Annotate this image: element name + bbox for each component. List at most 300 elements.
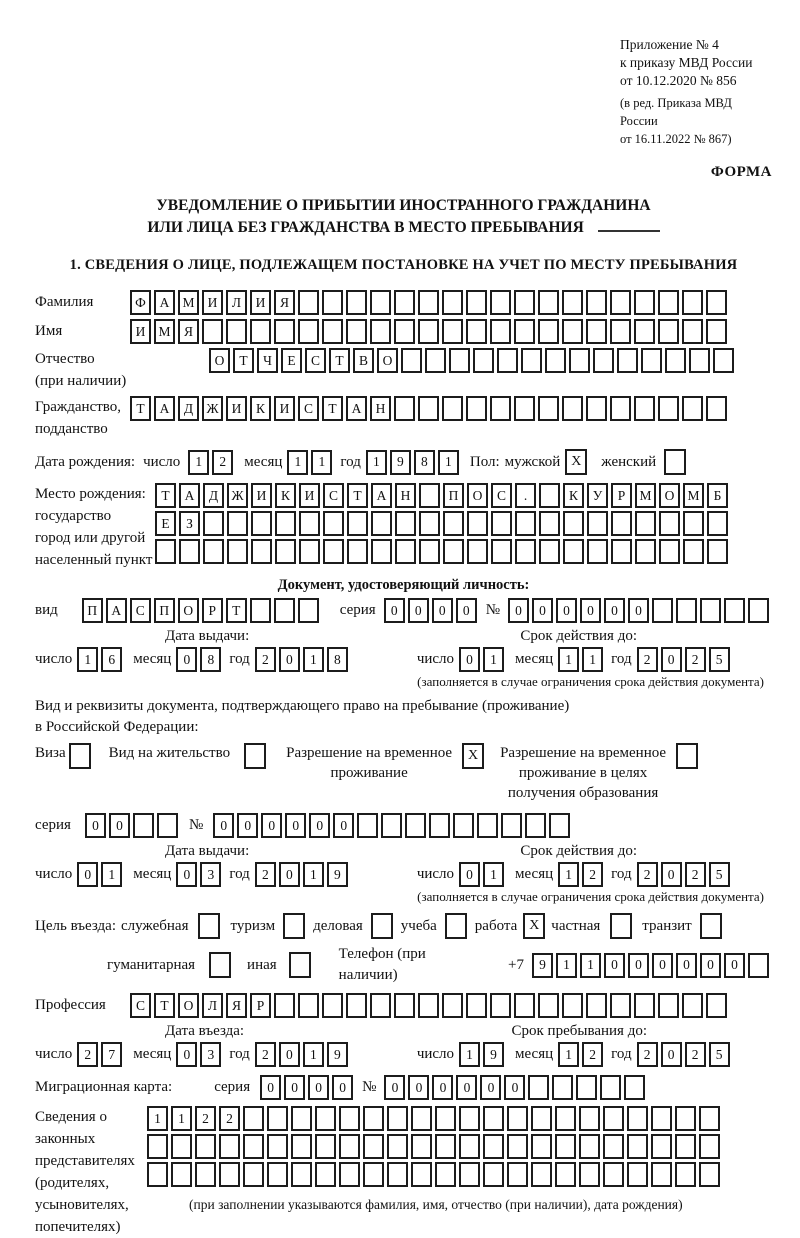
char-cell[interactable] xyxy=(617,348,638,373)
char-cell[interactable]: М xyxy=(635,483,656,508)
char-cell[interactable] xyxy=(411,1134,432,1159)
char-cell[interactable]: 0 xyxy=(408,598,429,623)
char-cell[interactable] xyxy=(267,1106,288,1131)
char-cell[interactable]: 1 xyxy=(171,1106,192,1131)
char-cell[interactable] xyxy=(291,1162,312,1187)
char-cell[interactable]: 5 xyxy=(709,862,730,887)
char-cell[interactable] xyxy=(315,1162,336,1187)
char-cell[interactable]: Р xyxy=(250,993,271,1018)
char-cell[interactable] xyxy=(381,813,402,838)
char-cell[interactable]: А xyxy=(154,396,175,421)
char-cell[interactable]: 0 xyxy=(532,598,553,623)
char-cell[interactable]: Д xyxy=(178,396,199,421)
char-cell[interactable]: 2 xyxy=(582,862,603,887)
char-cell[interactable] xyxy=(243,1162,264,1187)
char-cell[interactable] xyxy=(370,319,391,344)
char-cell[interactable] xyxy=(466,290,487,315)
char-cell[interactable] xyxy=(442,290,463,315)
char-cell[interactable]: А xyxy=(179,483,200,508)
char-cell[interactable]: У xyxy=(587,483,608,508)
char-cell[interactable] xyxy=(227,539,248,564)
char-cell[interactable] xyxy=(339,1134,360,1159)
char-cell[interactable] xyxy=(347,511,368,536)
char-cell[interactable] xyxy=(394,290,415,315)
char-cell[interactable]: 0 xyxy=(333,813,354,838)
char-cell[interactable] xyxy=(371,539,392,564)
char-cell[interactable] xyxy=(624,1075,645,1100)
char-cell[interactable] xyxy=(442,993,463,1018)
char-cell[interactable] xyxy=(298,993,319,1018)
char-cell[interactable]: Н xyxy=(395,483,416,508)
char-cell[interactable] xyxy=(538,319,559,344)
work-checkbox[interactable]: X xyxy=(523,913,545,939)
char-cell[interactable]: 0 xyxy=(408,1075,429,1100)
char-cell[interactable] xyxy=(370,993,391,1018)
char-cell[interactable]: С xyxy=(130,993,151,1018)
char-cell[interactable]: 0 xyxy=(284,1075,305,1100)
char-cell[interactable] xyxy=(357,813,378,838)
char-cell[interactable]: 2 xyxy=(637,647,658,672)
char-cell[interactable] xyxy=(675,1162,696,1187)
char-cell[interactable]: 0 xyxy=(628,598,649,623)
char-cell[interactable] xyxy=(251,511,272,536)
char-cell[interactable] xyxy=(514,396,535,421)
char-cell[interactable]: 2 xyxy=(255,647,276,672)
char-cell[interactable] xyxy=(459,1106,480,1131)
char-cell[interactable]: З xyxy=(179,511,200,536)
char-cell[interactable]: 1 xyxy=(147,1106,168,1131)
char-cell[interactable]: 0 xyxy=(459,862,480,887)
char-cell[interactable] xyxy=(171,1134,192,1159)
char-cell[interactable] xyxy=(683,511,704,536)
char-cell[interactable] xyxy=(418,290,439,315)
male-checkbox[interactable]: X xyxy=(565,449,587,475)
char-cell[interactable] xyxy=(699,1162,720,1187)
char-cell[interactable]: О xyxy=(178,993,199,1018)
char-cell[interactable] xyxy=(467,539,488,564)
char-cell[interactable]: М xyxy=(178,290,199,315)
char-cell[interactable] xyxy=(531,1162,552,1187)
char-cell[interactable]: 2 xyxy=(637,1042,658,1067)
char-cell[interactable]: 0 xyxy=(604,953,625,978)
char-cell[interactable]: С xyxy=(130,598,151,623)
char-cell[interactable] xyxy=(491,539,512,564)
char-cell[interactable]: 1 xyxy=(580,953,601,978)
char-cell[interactable] xyxy=(700,598,721,623)
char-cell[interactable] xyxy=(203,539,224,564)
char-cell[interactable]: И xyxy=(250,290,271,315)
char-cell[interactable] xyxy=(419,483,440,508)
char-cell[interactable] xyxy=(195,1134,216,1159)
char-cell[interactable] xyxy=(627,1162,648,1187)
char-cell[interactable] xyxy=(634,396,655,421)
study-checkbox[interactable] xyxy=(445,913,467,939)
char-cell[interactable] xyxy=(600,1075,621,1100)
char-cell[interactable] xyxy=(515,539,536,564)
char-cell[interactable] xyxy=(202,319,223,344)
char-cell[interactable]: С xyxy=(323,483,344,508)
char-cell[interactable]: 0 xyxy=(432,1075,453,1100)
char-cell[interactable] xyxy=(267,1162,288,1187)
char-cell[interactable]: 0 xyxy=(459,647,480,672)
visa-checkbox[interactable] xyxy=(69,743,91,769)
char-cell[interactable] xyxy=(442,319,463,344)
char-cell[interactable] xyxy=(562,319,583,344)
char-cell[interactable] xyxy=(291,1134,312,1159)
char-cell[interactable]: Т xyxy=(233,348,254,373)
char-cell[interactable] xyxy=(394,993,415,1018)
char-cell[interactable]: 2 xyxy=(685,862,706,887)
char-cell[interactable] xyxy=(219,1134,240,1159)
char-cell[interactable]: 2 xyxy=(255,1042,276,1067)
char-cell[interactable]: Л xyxy=(226,290,247,315)
char-cell[interactable] xyxy=(576,1075,597,1100)
char-cell[interactable]: 0 xyxy=(652,953,673,978)
char-cell[interactable]: 1 xyxy=(188,450,209,475)
char-cell[interactable]: 0 xyxy=(309,813,330,838)
char-cell[interactable] xyxy=(346,290,367,315)
char-cell[interactable]: 8 xyxy=(327,647,348,672)
char-cell[interactable]: Т xyxy=(130,396,151,421)
char-cell[interactable] xyxy=(483,1106,504,1131)
char-cell[interactable] xyxy=(501,813,522,838)
char-cell[interactable]: 1 xyxy=(287,450,308,475)
char-cell[interactable]: 0 xyxy=(176,1042,197,1067)
char-cell[interactable] xyxy=(521,348,542,373)
tourism-checkbox[interactable] xyxy=(283,913,305,939)
char-cell[interactable] xyxy=(539,511,560,536)
char-cell[interactable] xyxy=(610,396,631,421)
char-cell[interactable] xyxy=(525,813,546,838)
char-cell[interactable]: 0 xyxy=(676,953,697,978)
female-checkbox[interactable] xyxy=(664,449,686,475)
char-cell[interactable] xyxy=(627,1106,648,1131)
char-cell[interactable]: 0 xyxy=(456,1075,477,1100)
char-cell[interactable] xyxy=(549,813,570,838)
char-cell[interactable] xyxy=(490,319,511,344)
char-cell[interactable] xyxy=(395,511,416,536)
char-cell[interactable]: 0 xyxy=(332,1075,353,1100)
char-cell[interactable]: 0 xyxy=(261,813,282,838)
char-cell[interactable] xyxy=(538,290,559,315)
char-cell[interactable] xyxy=(562,290,583,315)
char-cell[interactable] xyxy=(634,319,655,344)
char-cell[interactable] xyxy=(227,511,248,536)
char-cell[interactable] xyxy=(323,539,344,564)
char-cell[interactable] xyxy=(442,396,463,421)
char-cell[interactable]: 0 xyxy=(580,598,601,623)
char-cell[interactable] xyxy=(748,598,769,623)
char-cell[interactable] xyxy=(707,511,728,536)
char-cell[interactable]: 2 xyxy=(255,862,276,887)
char-cell[interactable]: 0 xyxy=(237,813,258,838)
char-cell[interactable]: Н xyxy=(370,396,391,421)
char-cell[interactable] xyxy=(477,813,498,838)
char-cell[interactable] xyxy=(459,1134,480,1159)
char-cell[interactable] xyxy=(322,290,343,315)
char-cell[interactable]: Е xyxy=(155,511,176,536)
business-checkbox[interactable] xyxy=(371,913,393,939)
char-cell[interactable]: Р xyxy=(202,598,223,623)
char-cell[interactable]: 0 xyxy=(109,813,130,838)
char-cell[interactable]: 1 xyxy=(556,953,577,978)
char-cell[interactable] xyxy=(435,1106,456,1131)
char-cell[interactable]: 0 xyxy=(724,953,745,978)
char-cell[interactable] xyxy=(675,1106,696,1131)
char-cell[interactable] xyxy=(552,1075,573,1100)
char-cell[interactable] xyxy=(514,993,535,1018)
char-cell[interactable] xyxy=(275,539,296,564)
char-cell[interactable]: 9 xyxy=(327,862,348,887)
char-cell[interactable]: 6 xyxy=(101,647,122,672)
char-cell[interactable]: 1 xyxy=(558,862,579,887)
char-cell[interactable] xyxy=(394,319,415,344)
char-cell[interactable] xyxy=(459,1162,480,1187)
char-cell[interactable]: 9 xyxy=(390,450,411,475)
char-cell[interactable] xyxy=(363,1106,384,1131)
char-cell[interactable] xyxy=(299,511,320,536)
char-cell[interactable]: 1 xyxy=(303,862,324,887)
char-cell[interactable] xyxy=(538,396,559,421)
char-cell[interactable] xyxy=(453,813,474,838)
char-cell[interactable] xyxy=(418,993,439,1018)
char-cell[interactable] xyxy=(299,539,320,564)
char-cell[interactable] xyxy=(497,348,518,373)
char-cell[interactable] xyxy=(724,598,745,623)
char-cell[interactable]: С xyxy=(491,483,512,508)
char-cell[interactable]: О xyxy=(178,598,199,623)
char-cell[interactable] xyxy=(298,290,319,315)
transit-checkbox[interactable] xyxy=(700,913,722,939)
char-cell[interactable] xyxy=(563,511,584,536)
char-cell[interactable] xyxy=(274,993,295,1018)
char-cell[interactable]: Т xyxy=(329,348,350,373)
char-cell[interactable]: 0 xyxy=(279,862,300,887)
char-cell[interactable] xyxy=(514,290,535,315)
char-cell[interactable] xyxy=(713,348,734,373)
char-cell[interactable] xyxy=(251,539,272,564)
char-cell[interactable] xyxy=(689,348,710,373)
char-cell[interactable]: 0 xyxy=(279,647,300,672)
private-checkbox[interactable] xyxy=(610,913,632,939)
char-cell[interactable] xyxy=(683,539,704,564)
char-cell[interactable]: О xyxy=(209,348,230,373)
char-cell[interactable] xyxy=(483,1134,504,1159)
char-cell[interactable]: И xyxy=(226,396,247,421)
char-cell[interactable] xyxy=(586,396,607,421)
char-cell[interactable] xyxy=(466,993,487,1018)
char-cell[interactable] xyxy=(651,1106,672,1131)
char-cell[interactable] xyxy=(411,1162,432,1187)
char-cell[interactable] xyxy=(514,319,535,344)
char-cell[interactable] xyxy=(339,1162,360,1187)
char-cell[interactable]: 0 xyxy=(604,598,625,623)
char-cell[interactable]: 0 xyxy=(456,598,477,623)
char-cell[interactable] xyxy=(435,1134,456,1159)
char-cell[interactable] xyxy=(627,1134,648,1159)
char-cell[interactable] xyxy=(569,348,590,373)
char-cell[interactable]: В xyxy=(353,348,374,373)
char-cell[interactable] xyxy=(539,483,560,508)
char-cell[interactable]: 0 xyxy=(384,1075,405,1100)
char-cell[interactable] xyxy=(370,290,391,315)
char-cell[interactable]: С xyxy=(298,396,319,421)
char-cell[interactable] xyxy=(682,319,703,344)
char-cell[interactable] xyxy=(363,1134,384,1159)
char-cell[interactable] xyxy=(586,993,607,1018)
char-cell[interactable]: 0 xyxy=(556,598,577,623)
char-cell[interactable] xyxy=(651,1162,672,1187)
char-cell[interactable]: 0 xyxy=(661,1042,682,1067)
char-cell[interactable]: П xyxy=(443,483,464,508)
char-cell[interactable] xyxy=(658,396,679,421)
char-cell[interactable] xyxy=(291,1106,312,1131)
char-cell[interactable]: Ж xyxy=(202,396,223,421)
char-cell[interactable]: 8 xyxy=(414,450,435,475)
char-cell[interactable] xyxy=(226,319,247,344)
char-cell[interactable] xyxy=(675,1134,696,1159)
char-cell[interactable] xyxy=(658,290,679,315)
char-cell[interactable] xyxy=(707,539,728,564)
char-cell[interactable]: Т xyxy=(226,598,247,623)
char-cell[interactable] xyxy=(507,1162,528,1187)
char-cell[interactable] xyxy=(555,1162,576,1187)
char-cell[interactable]: 1 xyxy=(483,862,504,887)
char-cell[interactable] xyxy=(706,290,727,315)
char-cell[interactable]: А xyxy=(371,483,392,508)
char-cell[interactable]: 1 xyxy=(459,1042,480,1067)
char-cell[interactable] xyxy=(682,396,703,421)
char-cell[interactable] xyxy=(466,396,487,421)
char-cell[interactable]: 3 xyxy=(200,1042,221,1067)
char-cell[interactable]: 1 xyxy=(311,450,332,475)
char-cell[interactable] xyxy=(652,598,673,623)
char-cell[interactable] xyxy=(610,319,631,344)
char-cell[interactable] xyxy=(587,539,608,564)
char-cell[interactable] xyxy=(665,348,686,373)
char-cell[interactable]: 1 xyxy=(438,450,459,475)
char-cell[interactable] xyxy=(603,1162,624,1187)
char-cell[interactable]: 3 xyxy=(200,862,221,887)
char-cell[interactable] xyxy=(195,1162,216,1187)
char-cell[interactable] xyxy=(250,598,271,623)
char-cell[interactable]: 1 xyxy=(77,647,98,672)
char-cell[interactable]: И xyxy=(251,483,272,508)
char-cell[interactable] xyxy=(323,511,344,536)
char-cell[interactable] xyxy=(586,319,607,344)
char-cell[interactable]: Я xyxy=(178,319,199,344)
char-cell[interactable]: 0 xyxy=(279,1042,300,1067)
char-cell[interactable]: 2 xyxy=(212,450,233,475)
char-cell[interactable]: 1 xyxy=(558,1042,579,1067)
char-cell[interactable]: Е xyxy=(281,348,302,373)
char-cell[interactable]: П xyxy=(82,598,103,623)
char-cell[interactable] xyxy=(490,290,511,315)
char-cell[interactable] xyxy=(443,511,464,536)
char-cell[interactable]: Я xyxy=(226,993,247,1018)
char-cell[interactable]: 9 xyxy=(532,953,553,978)
char-cell[interactable] xyxy=(449,348,470,373)
temp-residence-edu-checkbox[interactable] xyxy=(676,743,698,769)
char-cell[interactable] xyxy=(579,1162,600,1187)
char-cell[interactable]: М xyxy=(683,483,704,508)
char-cell[interactable] xyxy=(531,1134,552,1159)
char-cell[interactable] xyxy=(387,1134,408,1159)
char-cell[interactable]: И xyxy=(130,319,151,344)
char-cell[interactable] xyxy=(659,511,680,536)
char-cell[interactable]: 1 xyxy=(582,647,603,672)
char-cell[interactable] xyxy=(610,993,631,1018)
char-cell[interactable]: О xyxy=(377,348,398,373)
char-cell[interactable] xyxy=(641,348,662,373)
char-cell[interactable]: 8 xyxy=(200,647,221,672)
char-cell[interactable] xyxy=(346,319,367,344)
char-cell[interactable] xyxy=(171,1162,192,1187)
char-cell[interactable] xyxy=(250,319,271,344)
char-cell[interactable] xyxy=(425,348,446,373)
char-cell[interactable]: 2 xyxy=(219,1106,240,1131)
char-cell[interactable]: 7 xyxy=(101,1042,122,1067)
char-cell[interactable] xyxy=(538,993,559,1018)
char-cell[interactable] xyxy=(419,511,440,536)
char-cell[interactable]: О xyxy=(467,483,488,508)
char-cell[interactable] xyxy=(483,1162,504,1187)
residence-permit-checkbox[interactable] xyxy=(244,743,266,769)
char-cell[interactable]: К xyxy=(563,483,584,508)
char-cell[interactable] xyxy=(219,1162,240,1187)
char-cell[interactable] xyxy=(347,539,368,564)
char-cell[interactable]: 0 xyxy=(480,1075,501,1100)
char-cell[interactable] xyxy=(490,993,511,1018)
char-cell[interactable] xyxy=(676,598,697,623)
char-cell[interactable] xyxy=(473,348,494,373)
char-cell[interactable]: 2 xyxy=(685,647,706,672)
char-cell[interactable] xyxy=(394,396,415,421)
char-cell[interactable] xyxy=(507,1106,528,1131)
char-cell[interactable] xyxy=(563,539,584,564)
char-cell[interactable] xyxy=(579,1134,600,1159)
char-cell[interactable] xyxy=(418,319,439,344)
char-cell[interactable] xyxy=(346,993,367,1018)
title-blank-line[interactable] xyxy=(598,218,660,232)
char-cell[interactable] xyxy=(610,290,631,315)
char-cell[interactable] xyxy=(658,993,679,1018)
char-cell[interactable] xyxy=(418,396,439,421)
char-cell[interactable]: А xyxy=(346,396,367,421)
char-cell[interactable] xyxy=(179,539,200,564)
char-cell[interactable] xyxy=(507,1134,528,1159)
char-cell[interactable] xyxy=(611,539,632,564)
char-cell[interactable]: Т xyxy=(322,396,343,421)
char-cell[interactable]: 0 xyxy=(260,1075,281,1100)
char-cell[interactable]: 9 xyxy=(327,1042,348,1067)
char-cell[interactable] xyxy=(579,1106,600,1131)
char-cell[interactable] xyxy=(555,1106,576,1131)
char-cell[interactable]: Я xyxy=(274,290,295,315)
char-cell[interactable]: О xyxy=(659,483,680,508)
char-cell[interactable]: 1 xyxy=(303,1042,324,1067)
char-cell[interactable] xyxy=(298,598,319,623)
char-cell[interactable]: 0 xyxy=(661,647,682,672)
char-cell[interactable]: Ж xyxy=(227,483,248,508)
char-cell[interactable] xyxy=(133,813,154,838)
char-cell[interactable]: 0 xyxy=(384,598,405,623)
char-cell[interactable]: К xyxy=(250,396,271,421)
char-cell[interactable] xyxy=(395,539,416,564)
char-cell[interactable] xyxy=(562,396,583,421)
char-cell[interactable] xyxy=(243,1106,264,1131)
char-cell[interactable] xyxy=(387,1162,408,1187)
